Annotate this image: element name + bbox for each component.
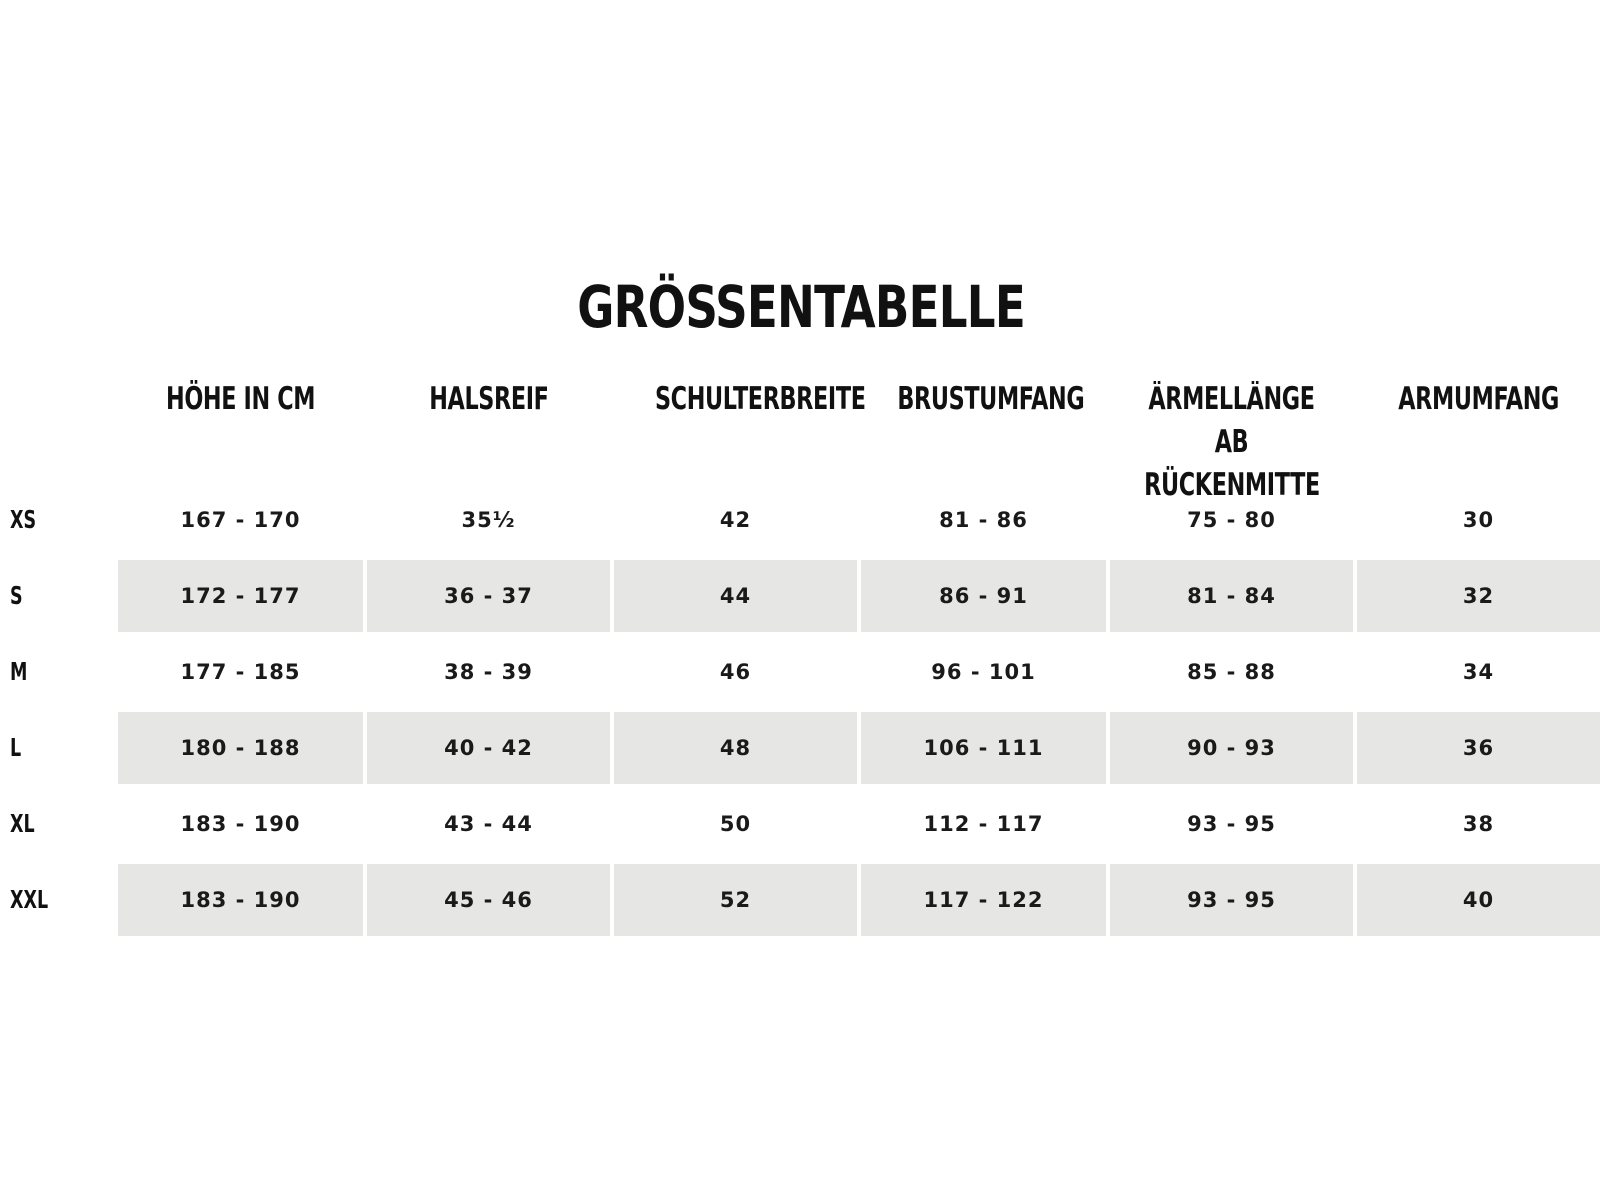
table-cell: 35½	[461, 508, 516, 532]
table-cell: 96 - 101	[931, 660, 1036, 684]
table-cell: 177 - 185	[180, 660, 301, 684]
table-cell: 81 - 86	[939, 508, 1028, 532]
size-label: L	[10, 733, 22, 762]
table-cell: 167 - 170	[180, 508, 301, 532]
table-cell: 40	[1357, 864, 1600, 936]
table-cell: 85 - 88	[1187, 660, 1276, 684]
size-label: M	[10, 657, 28, 686]
table-cell: 112 - 117	[923, 812, 1044, 836]
table-cell: 90 - 93	[1110, 712, 1353, 784]
column-header-label: ARMUMFANG	[1398, 381, 1559, 417]
table-cell: 44	[614, 560, 857, 632]
column-header-height	[118, 378, 363, 421]
table-cell: 43 - 44	[444, 812, 533, 836]
size-label: XL	[10, 809, 35, 838]
column-header-arm	[1357, 378, 1600, 421]
table-cell: 117 - 122	[861, 864, 1106, 936]
table-cell: 36	[1357, 712, 1600, 784]
column-header-label-line1: ÄRMELLÄNGE AB	[1148, 381, 1315, 460]
size-label: S	[10, 581, 23, 610]
table-row	[0, 712, 1600, 784]
column-header-chest	[861, 378, 1106, 421]
table-cell: 36 - 37	[367, 560, 610, 632]
table-cell: 30	[1462, 508, 1495, 532]
table-cell: 75 - 80	[1187, 508, 1276, 532]
table-cell: 42	[719, 508, 752, 532]
table-cell: 183 - 190	[180, 812, 301, 836]
table-cell: 52	[614, 864, 857, 936]
column-header-label: HÖHE IN CM	[165, 381, 316, 417]
table-cell: 81 - 84	[1110, 560, 1353, 632]
table-cell: 46	[719, 660, 752, 684]
table-cell: 38 - 39	[444, 660, 533, 684]
table-cell: 32	[1357, 560, 1600, 632]
table-cell: 45 - 46	[367, 864, 610, 936]
column-header-neck	[367, 378, 610, 421]
table-row	[0, 864, 1600, 936]
table-cell: 38	[1462, 812, 1495, 836]
table-cell: 172 - 177	[118, 560, 363, 632]
column-header-label-line2: RÜCKENMITTE	[1144, 467, 1320, 503]
table-cell: 106 - 111	[861, 712, 1106, 784]
table-row	[0, 788, 1600, 860]
table-row	[0, 560, 1600, 632]
column-header-shoulder-width	[614, 378, 866, 421]
table-cell: 48	[614, 712, 857, 784]
page-title: GRÖSSENTABELLE	[577, 273, 1025, 341]
table-cell: 180 - 188	[118, 712, 363, 784]
table-cell: 183 - 190	[118, 864, 363, 936]
table-cell: 34	[1462, 660, 1495, 684]
table-row	[0, 484, 1600, 556]
table-cell: 86 - 91	[861, 560, 1106, 632]
column-header-label: HALSREIF	[428, 381, 549, 417]
column-header-label: BRUSTUMFANG	[897, 381, 1085, 417]
table-cell: 93 - 95	[1187, 812, 1276, 836]
column-header-label: SCHULTERBREITE	[654, 381, 866, 417]
table-cell: 40 - 42	[367, 712, 610, 784]
table-row	[0, 636, 1600, 708]
size-label: XXL	[10, 885, 49, 914]
size-label: XS	[10, 505, 37, 534]
table-cell: 50	[719, 812, 752, 836]
table-cell: 93 - 95	[1110, 864, 1353, 936]
